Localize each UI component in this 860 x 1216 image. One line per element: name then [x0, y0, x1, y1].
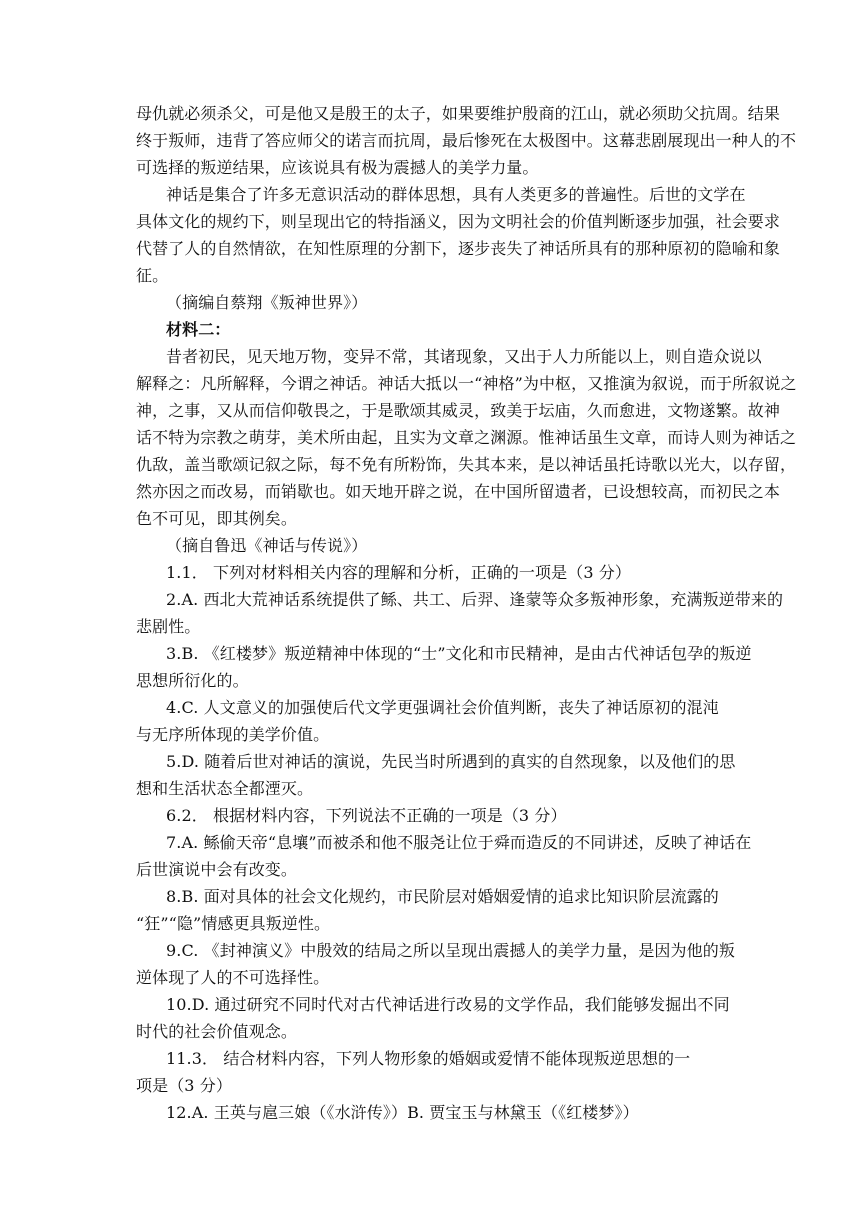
list-number: 5.: [166, 752, 182, 771]
body-text-line: 昔者初民，见天地万物，变异不常，其诸现象，又出于人力所能以上，则自造众说以: [166, 347, 762, 366]
list-number: 10.: [166, 995, 192, 1014]
body-text-line: 神话是集合了许多无意识活动的群体思想，具有人类更多的普遍性。后世的文学在: [166, 185, 746, 204]
list-item: 3.B. 《红楼梦》叛逆精神中体现的“士”文化和市民精神，是由古代神话包孕的叛逆: [166, 644, 752, 663]
body-text-line: 话不特为宗教之萌芽，美术所由起，且实为文章之渊源。惟神话虽生文章，而诗人则为神话之: [136, 428, 797, 447]
source-citation: （摘自鲁迅《神话与传说》）: [166, 536, 368, 555]
list-item-continuation: 思想所衍化的。: [136, 671, 249, 690]
list-item: 4.C. 人文意义的加强使后代文学更强调社会价值判断，丧失了神话原初的混沌: [166, 698, 719, 717]
body-text-line: 然亦因之而改易，而销歇也。如天地开辟之说，在中国所留遗者，已设想较高，而初民之本: [136, 482, 781, 501]
body-text-line: 解释之：凡所解释，今谓之神话。神话大抵以一“神格”为中枢，又推演为叙说，而于所叙说之: [136, 374, 797, 393]
body-text-line: 终于叛师，违背了答应师父的诺言而抗周，最后惨死在太极图中。这幕悲剧展现出一种人的不: [136, 131, 797, 150]
list-item: 12.A. 王英与扈三娘（《水浒传》）B. 贾宝玉与林黛玉（《红楼梦》）: [166, 1103, 639, 1122]
list-item: 6.2． 根据材料内容，下列说法不正确的一项是（3 分）: [166, 806, 567, 825]
body-text-line: 母仇就必须杀父，可是他又是殷王的太子，如果要维护殷商的江山，就必须助父抗周。结果: [136, 104, 781, 123]
list-item-continuation: 时代的社会价值观念。: [136, 1022, 298, 1041]
body-text-line: 可选择的叛逆结果，应该说具有极为震撼人的美学力量。: [136, 158, 539, 177]
list-number: 3.: [166, 644, 182, 663]
list-item-continuation: 逆体现了人的不可选择性。: [136, 968, 330, 987]
list-item-continuation: 悲剧性。: [136, 617, 201, 636]
list-item-continuation: 与无序所体现的美学价值。: [136, 725, 330, 744]
list-number: 8.: [166, 887, 182, 906]
list-number: 4.: [166, 698, 182, 717]
list-number: 7.: [166, 833, 182, 852]
list-item: 11.3． 结合材料内容，下列人物形象的婚姻或爱情不能体现叛逆思想的一: [166, 1049, 691, 1068]
list-number: 9.: [166, 941, 182, 960]
section-heading: 材料二：: [166, 320, 231, 339]
list-item-continuation: 后世演说中会有改变。: [136, 860, 298, 879]
list-item-continuation: “狂”“隐”情感更具叛逆性。: [136, 914, 331, 933]
list-item: 1.1． 下列对材料相关内容的理解和分析，正确的一项是（3 分）: [166, 563, 632, 582]
body-text-line: 代替了人的自然情欲，在知性原理的分割下，逐步丧失了神话所具有的那种原初的隐喻和象: [136, 239, 781, 258]
body-text-line: 色不可见，即其例矣。: [136, 509, 298, 528]
list-number: 6.: [166, 806, 182, 825]
list-item: 2.A. 西北大荒神话系统提供了鲧、共工、后羿、逢蒙等众多叛神形象，充满叛逆带来的: [166, 590, 784, 609]
list-number: 11.: [166, 1049, 192, 1068]
source-citation: （摘编自蔡翔《叛神世界》）: [166, 293, 368, 312]
body-text-line: 征。: [136, 266, 169, 285]
list-number: 2.: [166, 590, 182, 609]
list-number: 1.: [166, 563, 182, 582]
body-text-line: 具体文化的规约下，则呈现出它的特指涵义，因为文明社会的价值判断逐步加强，社会要求: [136, 212, 781, 231]
list-item-continuation: 想和生活状态全都湮灭。: [136, 779, 314, 798]
list-item: 8.B. 面对具体的社会文化规约，市民阶层对婚姻爱情的追求比知识阶层流露的: [166, 887, 719, 906]
list-item-continuation: 项是（3 分）: [136, 1076, 232, 1095]
list-item: 9.C. 《封神演义》中殷效的结局之所以呈现出震撼人的美学力量，是因为他的叛: [166, 941, 735, 960]
body-text-line: 神，之事，又从而信仰敬畏之，于是歌颂其威灵，致美于坛庙，久而愈进，文物遂繁。故神: [136, 401, 781, 420]
list-item: 7.A. 鲧偷天帝“息壤”而被杀和他不服尧让位于舜而造反的不同讲述，反映了神话在: [166, 833, 752, 852]
list-number: 12.: [166, 1103, 192, 1122]
body-text-line: 仇敌，盖当歌颂记叙之际，每不免有所粉饰，失其本来，是以神话虽托诗歌以光大，以存留，: [136, 455, 797, 474]
list-item: 5.D. 随着后世对神话的演说，先民当时所遇到的真实的自然现象，以及他们的思: [166, 752, 736, 771]
list-item: 10.D. 通过研究不同时代对古代神话进行改易的文学作品，我们能够发掘出不同: [166, 995, 730, 1014]
